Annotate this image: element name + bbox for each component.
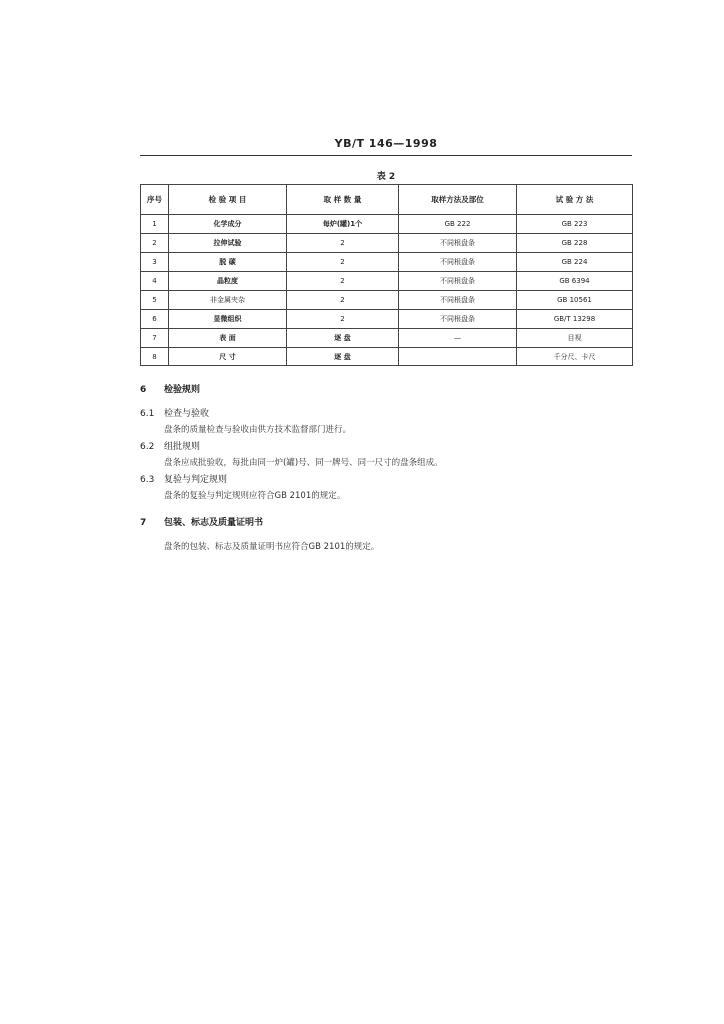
cell-quantity: 2: [287, 272, 399, 291]
section-7-heading: [140, 515, 263, 528]
inspection-table: [140, 184, 633, 366]
cell-sampling: 不同根盘条: [399, 234, 517, 253]
section-number: 6: [140, 385, 147, 395]
cell-test-method: GB 224: [517, 253, 633, 272]
cell-sampling: 不同根盘条: [399, 310, 517, 329]
table-row: [141, 272, 633, 291]
table-row: [141, 234, 633, 253]
cell-index: 3: [141, 253, 169, 272]
table-row: [141, 253, 633, 272]
header-divider: [140, 155, 632, 156]
section-number: 6.1: [140, 409, 155, 419]
col-header-index: 序号: [141, 185, 169, 215]
cell-sampling: 不同根盘条: [399, 272, 517, 291]
cell-index: 1: [141, 215, 169, 234]
cell-test-method: GB 10561: [517, 291, 633, 310]
col-header-sampling-method: 取样方法及部位: [399, 185, 517, 215]
table-row: [141, 215, 633, 234]
cell-index: 7: [141, 329, 169, 348]
cell-quantity: 逐 盘: [287, 348, 399, 366]
cell-item: 脱 碳: [169, 253, 287, 272]
section-6-3-text: 盘条的复验与判定规则应符合GB 2101的规定。: [164, 491, 346, 501]
section-number: 7: [140, 518, 147, 528]
cell-quantity: 逐 盘: [287, 329, 399, 348]
section-6-1-heading: [140, 406, 209, 419]
table-row: [141, 329, 633, 348]
col-header-sample-quantity: 取 样 数 量: [287, 185, 399, 215]
section-6-heading: [140, 382, 200, 395]
section-number: 6.2: [140, 442, 155, 452]
cell-item: 尺 寸: [169, 348, 287, 366]
section-7-text: 盘条的包装、标志及质量证明书应符合GB 2101的规定。: [164, 542, 380, 552]
table-header-row: [141, 185, 633, 215]
cell-sampling: —: [399, 329, 517, 348]
cell-item: 表 面: [169, 329, 287, 348]
cell-index: 5: [141, 291, 169, 310]
section-title: 包装、标志及质量证明书: [164, 518, 264, 528]
col-header-item: 检 验 项 目: [169, 185, 287, 215]
table-row: [141, 291, 633, 310]
cell-sampling: 不同根盘条: [399, 291, 517, 310]
cell-quantity: 2: [287, 310, 399, 329]
section-6-2-heading: [140, 439, 200, 452]
cell-test-method: 目视: [517, 329, 633, 348]
section-number: 6.3: [140, 475, 155, 485]
cell-index: 6: [141, 310, 169, 329]
cell-test-method: GB 223: [517, 215, 633, 234]
cell-sampling: [399, 348, 517, 366]
cell-index: 2: [141, 234, 169, 253]
table-caption: 表 2: [376, 172, 396, 182]
section-title: 组批规则: [164, 442, 201, 452]
cell-item: 非金属夹杂: [169, 291, 287, 310]
cell-item: 拉伸试验: [169, 234, 287, 253]
cell-test-method: 千分尺、卡尺: [517, 348, 633, 366]
cell-index: 4: [141, 272, 169, 291]
cell-sampling: 不同根盘条: [399, 253, 517, 272]
cell-quantity: 每炉(罐)1个: [287, 215, 399, 234]
table-row: [141, 348, 633, 366]
standard-header: YB/T 146—1998: [334, 137, 438, 150]
cell-item: 晶粒度: [169, 272, 287, 291]
cell-quantity: 2: [287, 253, 399, 272]
cell-quantity: 2: [287, 234, 399, 253]
col-header-test-method: 试 验 方 法: [517, 185, 633, 215]
section-title: 检验规则: [164, 385, 201, 395]
cell-test-method: GB 6394: [517, 272, 633, 291]
section-6-1-text: 盘条的质量检查与验收由供方技术监督部门进行。: [164, 425, 352, 435]
table-row: [141, 310, 633, 329]
section-6-2-text: 盘条应成批验收，每批由同一炉(罐)号、同一牌号、同一尺寸的盘条组成。: [164, 458, 443, 468]
cell-item: 显微组织: [169, 310, 287, 329]
cell-index: 8: [141, 348, 169, 366]
cell-quantity: 2: [287, 291, 399, 310]
cell-test-method: GB 228: [517, 234, 633, 253]
section-6-3-heading: [140, 472, 227, 485]
cell-sampling: GB 222: [399, 215, 517, 234]
cell-item: 化学成分: [169, 215, 287, 234]
section-title: 复验与判定规则: [164, 475, 228, 485]
cell-test-method: GB/T 13298: [517, 310, 633, 329]
section-title: 检查与验收: [164, 409, 210, 419]
